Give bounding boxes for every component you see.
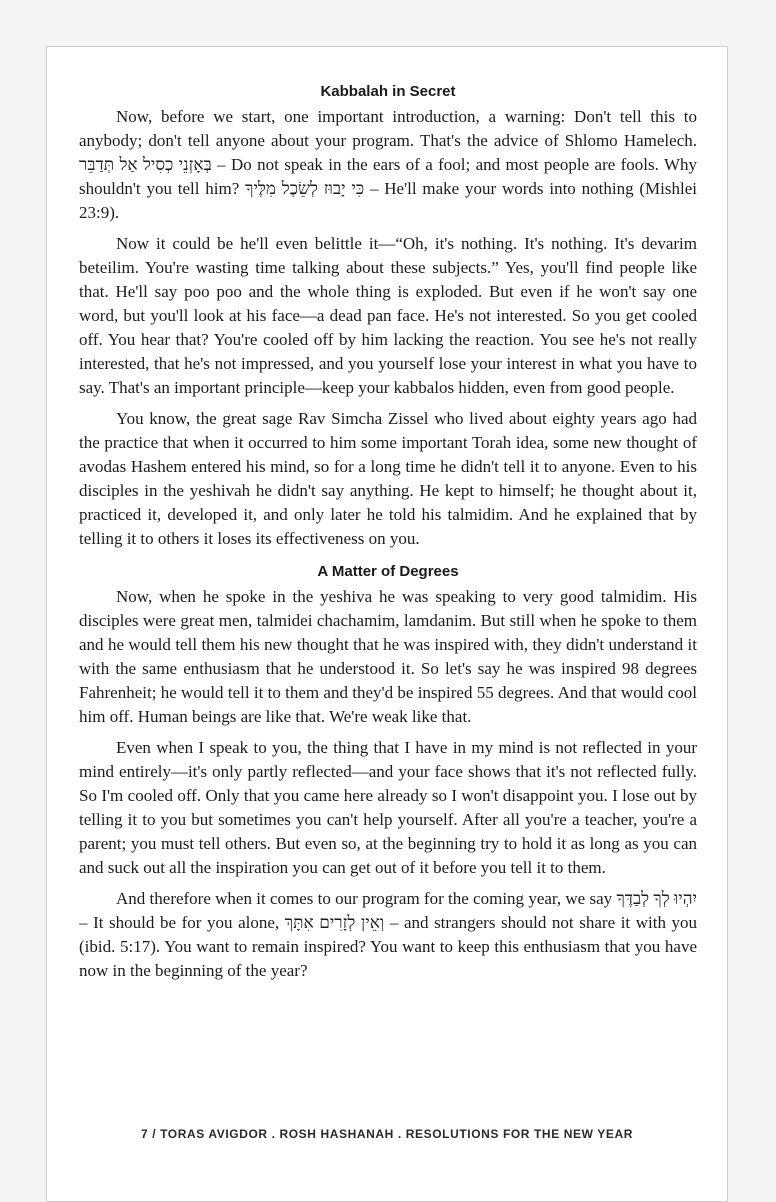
paragraph: You know, the great sage Rav Simcha Zissel who lived about eighty years ago had the practice that when it occurred to him some important Torah idea, some new thought of avodas Hashem entered his mind, so for a long time he didn't tell it to anyone. Even to his disciples in the yeshivah he didn't say anything. He kept to himself; he thought about it, practiced it, developed it, and only later he told his talmidim. And he explained that by telling it to others it loses its effectiveness on you. [79,409,697,548]
page-content [79,83,697,990]
paragraph: Now it could be he'll even belittle it—“Oh, it's nothing. It's nothing. It's devarim beteilim. You're wasting time talking about these subjects.” Yes, you'll find people like that. He'll say poo poo and the whole thing is exploded. But even if he won't say one word, but you'll look at his face—a dead pan face. He's not interested. So you get cooled off. You hear that? You're cooled off by him lacking the reaction. You see he's not really interested, that he's not impressed, and you yourself lose your interest in what you have to say. That's an important principle—keep your kabbalos hidden, even from good people. [79,234,697,397]
section-heading-kabbalah: Kabbalah in Secret [320,83,456,100]
page-footer: 7 / TORAS AVIGDOR . ROSH HASHANAH . RESOLUTIONS FOR THE NEW YEAR [141,1127,633,1141]
paragraph: Now, before we start, one important introduction, a warning: Don't tell this to anybody; don't tell anyone about your program. That's the advice of Shlomo Hamelech. בְּאָזְנֵי כְסִיל אַל תְּדַבֵּר – Do not speak in the ears of a fool; and most people are fools. Why shouldn't you tell him? כִּי יָבוּז לְשֵׂכֶל מִלֶּיךָ – He'll make your words into nothing (Mishlei 23:9). [79,107,697,222]
section-heading-degrees: A Matter of Degrees [317,563,459,580]
book-page [46,46,728,1202]
paragraph: Now, when he spoke in the yeshiva he was speaking to very good talmidim. His disciples were great men, talmidei chachamim, lamdanim. But still when he spoke to them and he would tell them his new thought that he was inspired with, they didn't understand it with the same enthusiasm that he understood it. So let's say he was inspired 98 degrees Fahrenheit; he would tell it to them and they'd be inspired 55 degrees. And that would cool him off. Human beings are like that. We're weak like that. [79,587,697,726]
paragraph: Even when I speak to you, the thing that I have in my mind is not reflected in your mind entirely—it's only partly reflected—and your face shows that it's not reflected fully. So I'm cooled off. Only that you came here already so I won't disappoint you. I lose out by telling it to you but sometimes you can't help yourself. After all you're a teacher, you're a parent; you must tell others. But even so, at the beginning try to hold it as long as you can and suck out all the inspiration you can get out of it before you tell it to them. [79,738,697,877]
paragraph: And therefore when it comes to our program for the coming year, we say יִהְיוּ לְךָ לְבַדֶּךָ – It should be for you alone, וְאֵין לְזָרִים אִתָּךְ – and strangers should not share it with you (ibid. 5:17). You want to remain inspired? You want to keep this enthusiasm that you have now in the beginning of the year? [79,889,698,980]
